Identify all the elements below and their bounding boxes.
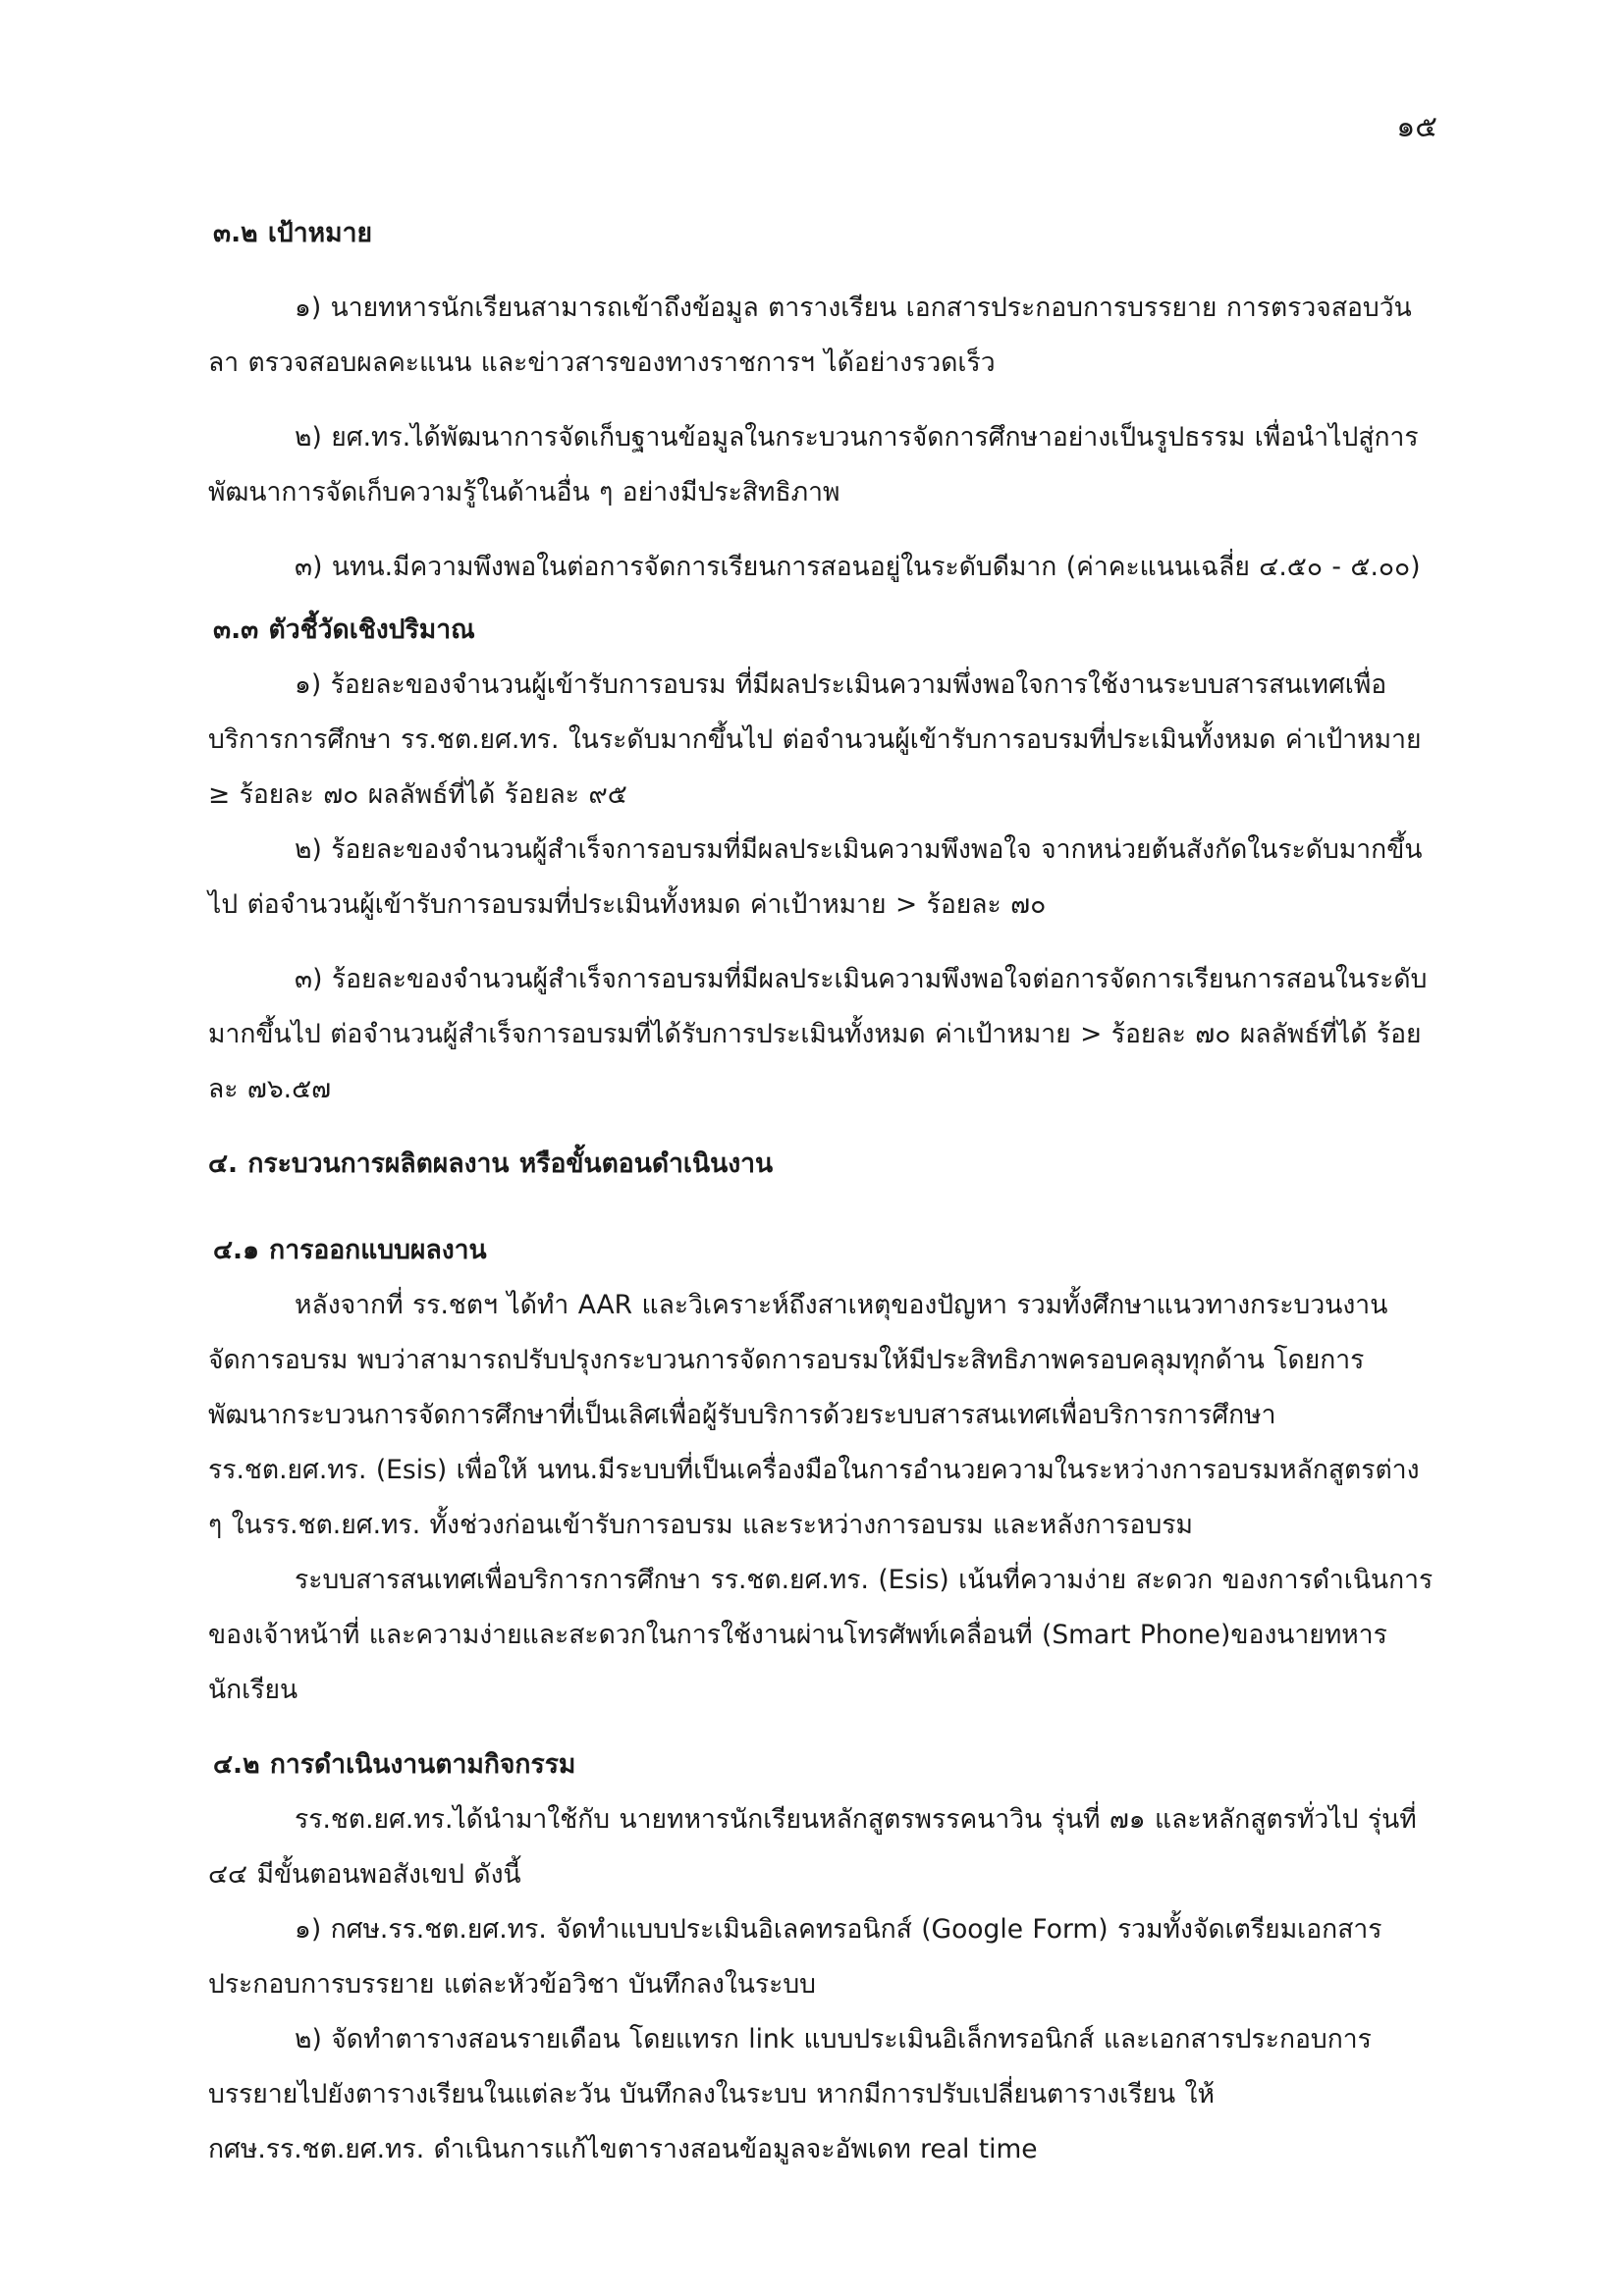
heading-3-3-indicators: ๓.๓ ตัวชี้วัดเชิงปริมาณ	[213, 614, 475, 645]
paragraph-3-2-1: ๑) นายทหารนักเรียนสามารถเข้าถึงข้อมูล ตารางเรียน เอกสารประกอบการบรรยาย การตรวจสอบวันลา ตรวจสอบผลคะแนน และข่าวสารของทางราชการฯ ได้อย่างรวดเร็ว	[208, 293, 1412, 378]
paragraph-4-2-2: ๑) กศษ.รร.ชต.ยศ.ทร. จัดทำแบบประเมินอิเลคทรอนิกส์ (Google Form) รวมทั้งจัดเตรียมเอกสารประกอบการบรรยาย แต่ละหัวข้อวิชา บันทึกลงในระบบ	[208, 1914, 1382, 2000]
paragraph-3-3-1: ๑) ร้อยละของจำนวนผู้เข้ารับการอบรม ที่มีผลประเมินความพึ่งพอใจการใช้งานระบบสารสนเทศเพื่อบริการการศึกษา รร.ชต.ยศ.ทร. ในระดับมากขึ้นไป ต่อจำนวนผู้เข้ารับการอบรมที่ประเมินทั้งหมด ค่าเป้าหมาย ≥ ร้อยละ ๗๐ ผลลัพธ์ที่ได้ ร้อยละ ๙๕	[208, 669, 1422, 810]
heading-4-process: ๔. กระบวนการผลิตผลงาน หรือขั้นตอนดำเนินงาน	[208, 1148, 774, 1179]
paragraph-3-3-2: ๒) ร้อยละของจำนวนผู้สำเร็จการอบรมที่มีผลประเมินความพึงพอใจ จากหน่วยต้นสังกัดในระดับมากขึ้นไป ต่อจำนวนผู้เข้ารับการอบรมที่ประเมินทั้งหมด ค่าเป้าหมาย > ร้อยละ ๗๐	[208, 834, 1423, 920]
document-body	[208, 206, 1435, 2177]
paragraph-3-3-3: ๓) ร้อยละของจำนวนผู้สำเร็จการอบรมที่มีผลประเมินความพึงพอใจต่อการจัดการเรียนการสอนในระดับมากขึ้นไป ต่อจำนวนผู้สำเร็จการอบรมที่ได้รับการประเมินทั้งหมด ค่าเป้าหมาย > ร้อยละ ๗๐ ผลลัพธ์ที่ได้ ร้อยละ ๗๖.๕๗	[208, 964, 1428, 1104]
paragraph-4-1-2: ระบบสารสนเทศเพื่อบริการการศึกษา รร.ชต.ยศ.ทร. (Esis) เน้นที่ความง่าย สะดวก ของการดำเนินการของเจ้าหน้าที่ และความง่ายและสะดวกในการใช้งานผ่านโทรศัพท์เคลื่อนที่ (Smart Phone)ของนายทหารนักเรียน	[208, 1565, 1434, 1705]
paragraph-4-2-3: ๒) จัดทำตารางสอนรายเดือน โดยแทรก link แบบประเมินอิเล็กทรอนิกส์ และเอกสารประกอบการบรรยายไปยังตารางเรียนในแต่ละวัน บันทึกลงในระบบ หากมีการปรับเปลี่ยนตารางเรียน ให้ กศษ.รร.ชต.ยศ.ทร. ดำเนินการแก้ไขตารางสอนข้อมูลจะอัพเดท real time	[208, 2024, 1372, 2164]
page-number: ๑๕	[1396, 110, 1437, 144]
heading-4-1-design: ๔.๑ การออกแบบผลงาน	[213, 1235, 487, 1265]
heading-4-2-operation: ๔.๒ การดำเนินงานตามกิจกรรม	[213, 1749, 576, 1780]
heading-3-2-goals: ๓.๒ เป้าหมาย	[213, 218, 372, 248]
paragraph-3-2-3: ๓) นทน.มีความพึงพอในต่อการจัดการเรียนการสอนอยู่ในระดับดีมาก (ค่าคะแนนเฉลี่ย ๔.๕๐ - ๕.๐๐)	[295, 552, 1421, 582]
paragraph-4-2-1: รร.ชต.ยศ.ทร.ได้นำมาใช้กับ นายทหารนักเรียนหลักสูตรพรรคนาวิน รุ่นที่ ๗๑ และหลักสูตรทั่วไป รุ่นที่ ๔๔ มีขั้นตอนพอสังเขป ดังนี้	[208, 1804, 1417, 1890]
paragraph-3-2-2: ๒) ยศ.ทร.ได้พัฒนาการจัดเก็บฐานข้อมูลในกระบวนการจัดการศึกษาอย่างเป็นรูปธรรม เพื่อนำไปสู่การพัฒนาการจัดเก็บความรู้ในด้านอื่น ๆ อย่างมีประสิทธิภาพ	[208, 422, 1419, 507]
paragraph-4-1-1: หลังจากที่ รร.ชตฯ ได้ทำ AAR และวิเคราะห์ถึงสาเหตุของปัญหา รวมทั้งศึกษาแนวทางกระบวนงานจัดการอบรม พบว่าสามารถปรับปรุงกระบวนการจัดการอบรมให้มีประสิทธิภาพครอบคลุมทุกด้าน โดยการพัฒนากระบวนการจัดการศึกษาที่เป็นเลิศเพื่อผู้รับบริการด้วยระบบสารสนเทศเพื่อบริการการศึกษา รร.ชต.ยศ.ทร. (Esis) เพื่อให้ นทน.มีระบบที่เป็นเครื่องมือในการอำนวยความในระหว่างการอบรมหลักสูตรต่าง ๆ ในรร.ชต.ยศ.ทร. ทั้งช่วงก่อนเข้ารับการอบรม และระหว่างการอบรม และหลังการอบรม	[208, 1290, 1420, 1540]
